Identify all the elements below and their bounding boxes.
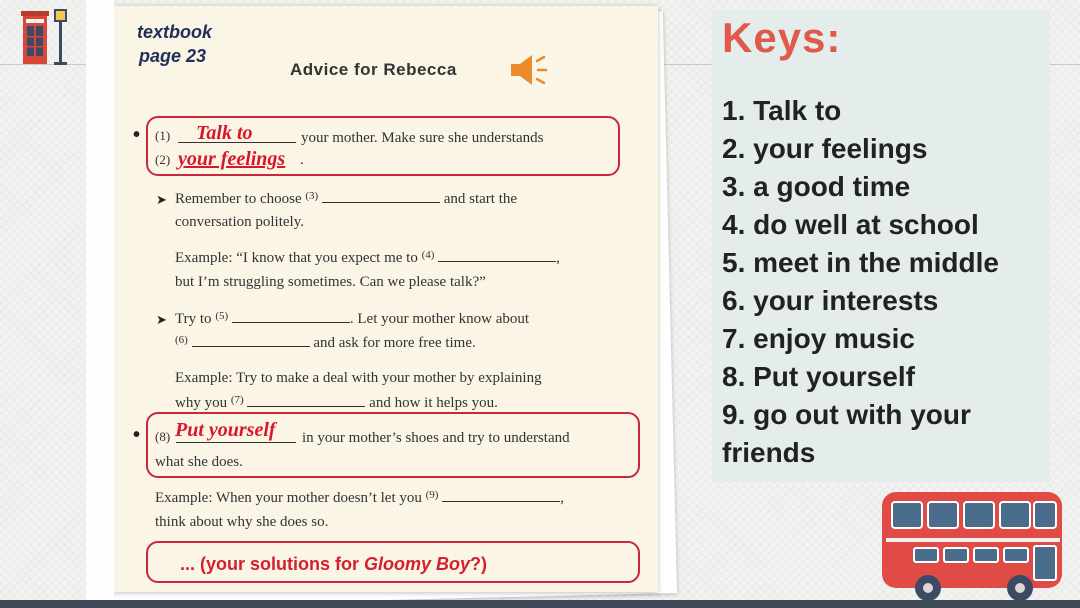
example-2-line-a: Example: Try to make a deal with your mother by explaining	[175, 370, 542, 386]
textbook-label: textbook	[137, 22, 213, 42]
number-8: (8)	[155, 429, 171, 444]
key-item: 5. meet in the middle	[722, 247, 999, 278]
key-item: 4. do well at school	[722, 209, 979, 240]
example-3-line-a: Example: When your mother doesn’t let you $^{(9)}$ ,	[155, 489, 564, 506]
number-9: (9)	[425, 489, 439, 501]
number-1: (1)	[155, 128, 171, 143]
sub-1-line-b: conversation politely.	[175, 214, 304, 230]
bullet-point: •	[133, 124, 141, 146]
key-item: 3. a good time	[722, 171, 911, 202]
number-4: (4)	[421, 249, 435, 261]
key-item: friends	[722, 437, 816, 468]
item-8-text: in your mother’s shoes and try to understand	[302, 430, 570, 446]
example-1-line-a: Example: “I know that you expect me to $^{(4)}$ ,	[175, 249, 560, 266]
key-item: 1. Talk to	[722, 95, 842, 126]
keys-title: Keys:	[722, 14, 842, 61]
page-label: page 23	[139, 46, 207, 66]
example-3-line-b: think about why she does so.	[155, 514, 329, 530]
item-8-line-b: what she does.	[155, 454, 243, 470]
number-2: (2)	[155, 152, 171, 167]
item-1-text: your mother. Make sure she understands	[301, 130, 544, 146]
sub-2-line-b: $^{(6)}$ and ask for more free time.	[175, 334, 476, 351]
item-2-period: .	[300, 152, 304, 168]
bus-icon	[880, 490, 1064, 604]
bullet-point: •	[133, 424, 141, 446]
key-item: 7. enjoy music	[722, 323, 915, 354]
answer-2: your feelings	[178, 148, 286, 170]
keys-list	[722, 92, 1052, 472]
sub-2-line-a: Try to $^{(5)}$ . Let your mother know about	[175, 310, 530, 327]
number-7: (7)	[230, 394, 244, 406]
highlight-box-8	[146, 412, 640, 478]
number-5: (5)	[215, 310, 229, 322]
arrow-bullet-icon: ➤	[156, 192, 167, 207]
speaker-icon[interactable]	[508, 52, 550, 88]
example-1-line-b: but I’m struggling sometimes. Can we please talk?”	[175, 274, 486, 290]
sub-1-line-a: Remember to choose $^{(3)}$ and start the	[175, 190, 518, 207]
answer-8: Put yourself	[175, 419, 276, 441]
number-3: (3)	[305, 190, 319, 202]
answer-1: Talk to	[196, 122, 253, 144]
key-item: 2. your feelings	[722, 133, 928, 164]
key-item: 8. Put yourself	[722, 361, 915, 392]
left-white-strip	[86, 0, 114, 608]
key-item: 9. go out with your	[722, 399, 971, 430]
worksheet-title: Advice for Rebecca	[290, 60, 457, 79]
arrow-bullet-icon: ➤	[156, 312, 167, 327]
bottom-bar	[0, 600, 1080, 608]
number-6: (6)	[175, 334, 188, 346]
solutions-prompt: ... (your solutions for Gloomy Boy?)	[180, 554, 488, 574]
example-2-line-b: why you $^{(7)}$ and how it helps you.	[175, 394, 498, 411]
key-item: 6. your interests	[722, 285, 939, 316]
phone-booth-icon	[20, 6, 70, 66]
highlight-box-1	[146, 116, 620, 176]
